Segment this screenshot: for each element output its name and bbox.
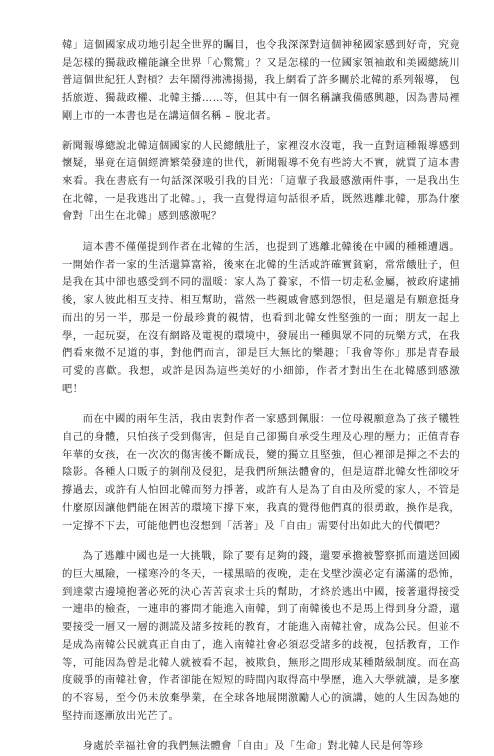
paragraph-spacer [62, 226, 460, 239]
paragraph-6: 身處於幸福社會的我們無法體會「自由」及「生命」對北韓人民是何等珍 [82, 740, 424, 753]
paragraph-5: 為了逃離中國也是一大挑戰，除了要有足夠的錢，還要承擔被警察抓而遣送回國的巨大風險，一樣寒冷的冬天，一樣黑暗的夜晚，走在戈壁沙漠必定有滿滿的恐怖，到達蒙古邊境抱著必死的決心苦苦哀求士兵的幫助，才終於逃出中國，接著還得接受一連串的檢查，一連串的審問才能進入南韓，到了南韓後也不是馬上得到身分證，還要接受一層又一層的測謊及諸多按耗的教育，才能進入南韓社會，成為公民。但並不是成為南韓公民就真正自由了，進入南韓社會必須忍受諸多的歧視，包括教育，工作等，可能因為曾是北韓人就被看不起，被欺負，無形之間形成某種階級制度。而在高度競爭的南韓社會，作者卻能在短短的時間內取得高中學歷，進入大學就讀，是多麼的不容易，至今仍未放棄學業，在全球各地展開激勵人心的演講，她的人生因為她的堅持而逐漸放出光芒了。 [62, 550, 460, 722]
paragraph-4: 而在中國的兩年生活，我由衷對作者一家感到佩服：一位母親願意為了孩子犧牲自己的身體，只怕孩子受到傷害，但是自己卻獨自承受生理及心理的壓力；正值青春年華的女孩，在一次次的傷害後不斷成長，變的獨立且堅強，但心裡卻是揮之不去的陰影。各種人口販子的剝削及侵犯，是我們所無法體會的，但是這群北韓女性卻咬牙撐過去，或許有人怕回北韓而努力掙著，或許有人是為了自由及所愛的家人，不管是什麼原因讓他們能在困苦的環境下撐下來，我真的覺得他們真的很勇敢，換作是我，一定撐不下去，可能他們也沒想到「活著」及「自由」需要付出如此大的代價吧？ [62, 413, 460, 532]
paragraph-spacer [62, 126, 460, 138]
paragraph-1: 韓」這個國家成功地引起全世界的矚目，也令我深深對這個神秘國家感到好奇，究竟是怎樣的獨裁政權能讓全世界「心驚驚」？又是怎樣的一位國家領袖敢和美國總統川普這個世紀狂人對槓？去年鬧得沸沸揚揚，我上網看了許多關於北韓的系列報導， 包括旅遊、獨裁政權、北韓主播……等，但其中有一個名稱讓我備感興趣，因為書局裡剛上市的一本書也是在講這個名稱 – 脫北者。 [62, 39, 460, 122]
paragraph-spacer [62, 725, 460, 738]
paragraph-3: 這本書不僅僅提到作者在北韓的生活，也提到了逃離北韓後在中國的種種遭遇。一開始作者一家的生活還算富裕，後來在北韓的生活或許確實貧窮，常常餓肚子，但是我在其中卻也感受到不同的溫暖：家人為了養家，不惜一切走私金屬，被政府逮捕後，家人彼此相互支持、相互幫助，當然一些親戚會感到怨恨，但是還是有願意挺身而出的另一半，那是一份最珍貴的親情，也看到北韓女性堅強的一面；朋友一起上學，一起玩耍，在沒有網路及電視的環境中，發展出一種與眾不同的玩樂方式，在我們看來微不足道的事，對他們而言，卻是巨大無比的樂趣；「我會等你」那是青春最可愛的喜歡。我想，或許是因為這些美好的小細節，作者才對出生在北韓感到感激吧！ [62, 241, 460, 395]
paragraph-spacer [62, 535, 460, 548]
paragraph-2: 新聞報導總說北韓這個國家的人民總餓肚子，家裡沒水沒電，我一直對這種報導感到懷疑，畢竟在這個經濟繁榮發達的世代，新聞報導不免有些誇大不實，就買了這本書來看。我在書底有一句話深深吸引我的目光：「這輩子我最感激兩件事，一是我出生在北韓，一是我逃出了北韓。」，我一直覺得這句話很矛盾，既然逃離北韓，那為什麼會對「出生在北韓」感到感激呢？ [62, 139, 460, 223]
paragraph-spacer [62, 398, 460, 411]
